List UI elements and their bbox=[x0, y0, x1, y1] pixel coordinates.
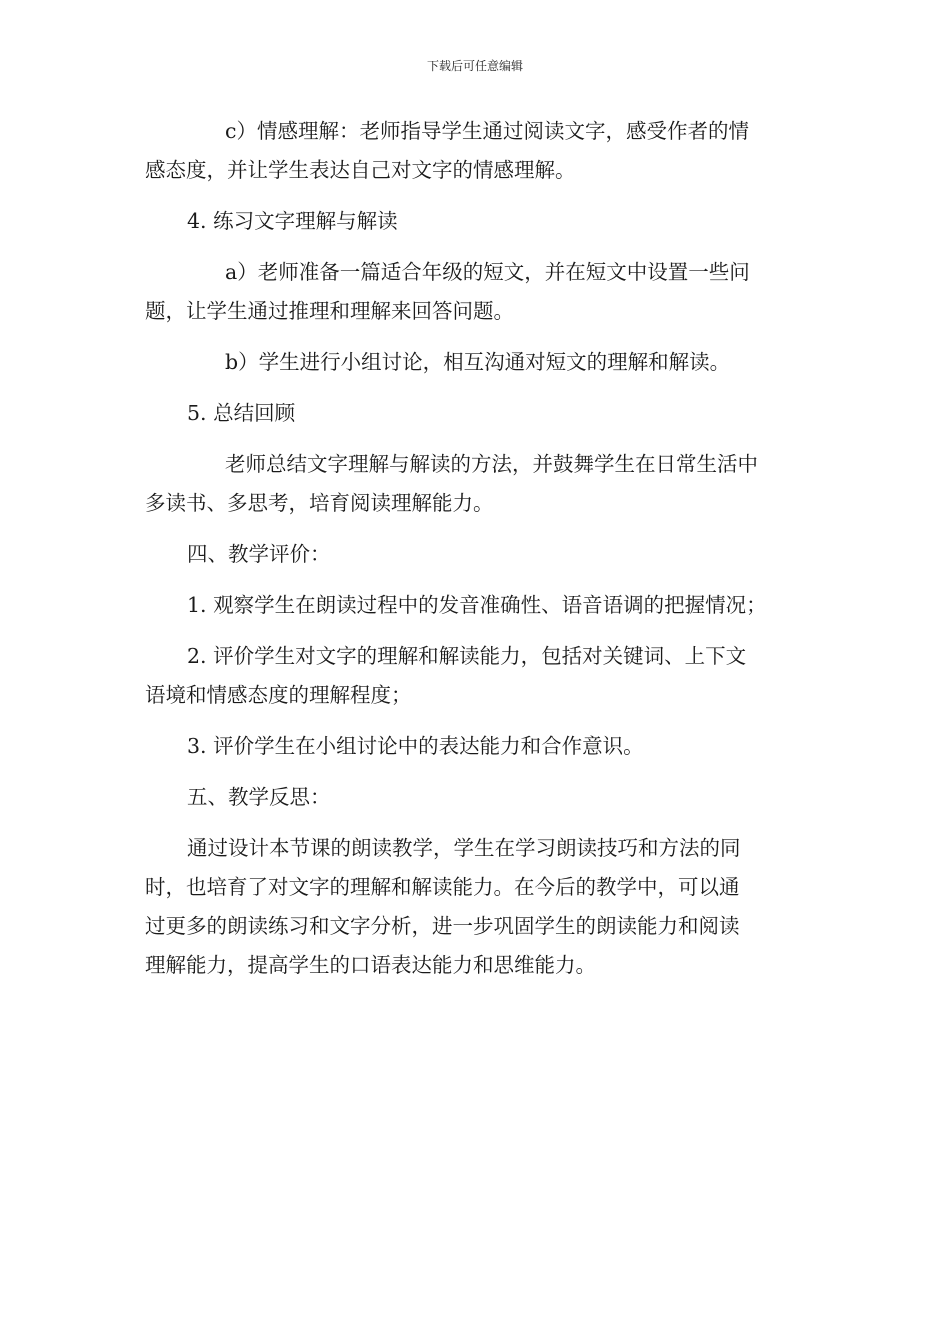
text-line: 1. 观察学生在朗读过程中的发音准确性、语音语调的把握情况； bbox=[187, 593, 767, 617]
text-line: 题，让学生通过推理和理解来回答问题。 bbox=[145, 299, 514, 323]
text-line: 3. 评价学生在小组讨论中的表达能力和合作意识。 bbox=[187, 734, 644, 758]
text-line: 语境和情感态度的理解程度； bbox=[145, 683, 412, 707]
text-line: 多读书、多思考，培育阅读理解能力。 bbox=[145, 491, 494, 515]
heading-evaluation bbox=[145, 535, 815, 574]
paragraph-emotion-understanding bbox=[145, 112, 815, 190]
document-body bbox=[145, 112, 815, 997]
text-line: 4. 练习文字理解与解读 bbox=[187, 209, 398, 233]
text-line: 时，也培育了对文字的理解和解读能力。在今后的教学中，可以通 bbox=[145, 875, 740, 899]
text-line: 五、教学反思： bbox=[187, 785, 331, 809]
text-line: 四、教学评价： bbox=[187, 542, 331, 566]
page-header: 下载后可任意编辑 bbox=[426, 59, 523, 73]
evaluation-item-2 bbox=[145, 637, 815, 715]
text-line: b）学生进行小组讨论，相互沟通对短文的理解和解读。 bbox=[225, 350, 731, 374]
text-line: 过更多的朗读练习和文字分析，进一步巩固学生的朗读能力和阅读 bbox=[145, 914, 740, 938]
text-line: 老师总结文字理解与解读的方法，并鼓舞学生在日常生活中 bbox=[225, 452, 758, 476]
heading-summary bbox=[145, 394, 815, 433]
heading-practice bbox=[145, 202, 815, 241]
paragraph-practice-a bbox=[145, 253, 815, 331]
text-line: 感态度，并让学生表达自己对文字的情感理解。 bbox=[145, 158, 576, 182]
text-line: 通过设计本节课的朗读教学，学生在学习朗读技巧和方法的同 bbox=[187, 836, 741, 860]
paragraph-summary bbox=[145, 445, 815, 523]
evaluation-item-3 bbox=[145, 727, 815, 766]
text-line: 5. 总结回顾 bbox=[187, 401, 296, 425]
evaluation-item-1 bbox=[145, 586, 815, 625]
heading-reflection bbox=[145, 778, 815, 817]
text-line: 2. 评价学生对文字的理解和解读能力，包括对关键词、上下文 bbox=[187, 644, 747, 668]
text-line: c）情感理解：老师指导学生通过阅读文字，感受作者的情 bbox=[225, 119, 749, 143]
paragraph-reflection bbox=[145, 829, 815, 985]
text-line: 理解能力，提高学生的口语表达能力和思维能力。 bbox=[145, 953, 596, 977]
text-line: a）老师准备一篇适合年级的短文，并在短文中设置一些问 bbox=[225, 260, 750, 284]
paragraph-practice-b bbox=[145, 343, 815, 382]
